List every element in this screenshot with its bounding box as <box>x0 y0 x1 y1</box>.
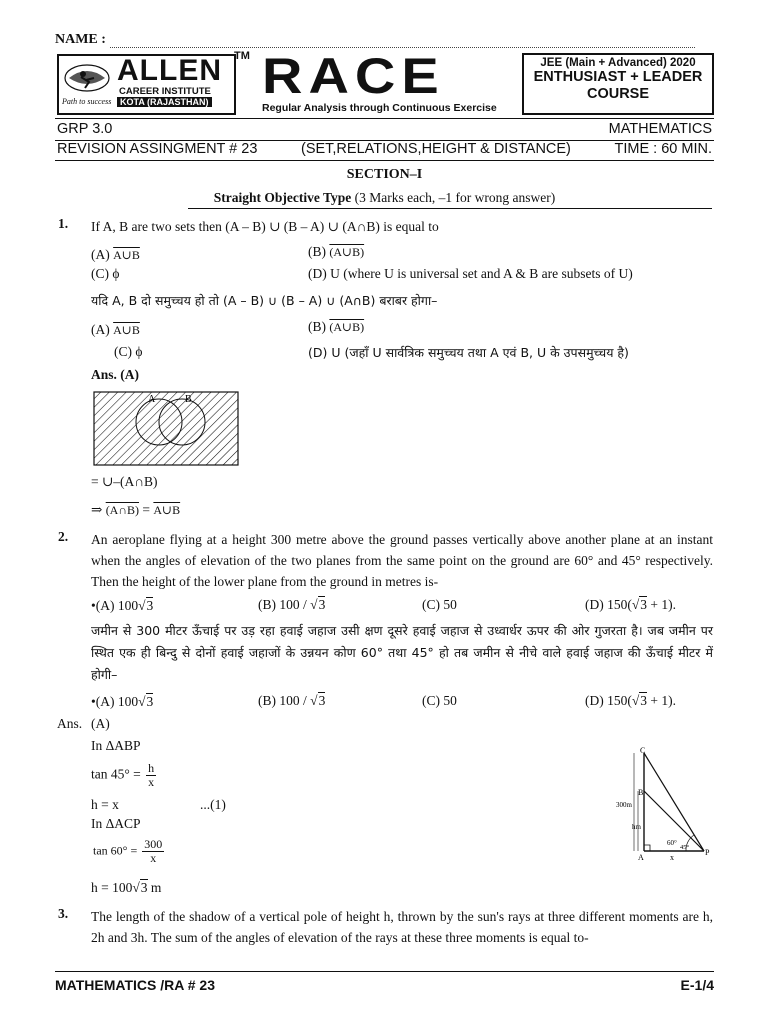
time-label: TIME : 60 MIN. <box>614 141 712 157</box>
q2-answer-value: (A) <box>91 716 110 731</box>
course-batch: ENTHUSIAST + LEADER <box>533 69 703 85</box>
footer-rule <box>55 971 714 972</box>
topic-label: (SET,RELATIONS,HEIGHT & DISTANCE) <box>300 141 571 157</box>
section-title: SECTION–I <box>346 167 423 182</box>
q2-sol-eq1: ...(1) <box>200 797 226 812</box>
course-label: COURSE <box>586 86 650 102</box>
q2-sol-tan60: tan 60° = $\frac{300}{x}$ <box>93 837 163 865</box>
name-field <box>55 32 710 48</box>
q1-option-c[interactable]: (C) ϕ <box>91 266 120 281</box>
q2-option-d[interactable]: (D) 150(√3 + 1). <box>585 597 677 612</box>
fig-label-a: A <box>638 853 644 862</box>
section-type <box>55 190 714 206</box>
q2-option-a[interactable]: •(A) 100√3 <box>91 598 154 613</box>
logo-brand: ALLEN <box>117 54 222 87</box>
venn-diagram <box>93 391 239 466</box>
q2-hindi-option-a[interactable]: •(A) 100√3 <box>91 694 154 709</box>
q1-hindi-option-d[interactable]: (D) U (जहाँ U सार्वत्रिक समुच्चय तथा A एवं B, U के उपसमुच्चय है) <box>308 345 629 360</box>
race-title: RACE <box>262 47 445 104</box>
q1-hindi-text: यदि A, B दो समुच्चय हो तो (A – B) ∪ (B – A) ∪ (A∩B) बराबर होगा– <box>91 293 438 308</box>
q2-sol-tan45: tan 45° = $\frac{h}{x}$ <box>91 761 155 789</box>
q3-number: 3. <box>58 906 69 921</box>
course-exam: JEE (Main + Advanced) 2020 <box>540 57 696 69</box>
venn-universal-set <box>94 392 238 465</box>
q2-sol-abp: In ΔABP <box>91 738 141 753</box>
fig-label-x: x <box>670 853 674 862</box>
allen-logo <box>57 54 236 115</box>
venn-label-a: A <box>148 394 156 405</box>
q1-answer: Ans. (A) <box>91 367 140 382</box>
header-rule-bottom <box>55 160 714 161</box>
section-type-note: (3 Marks each, –1 for wrong answer) <box>351 190 556 205</box>
trademark: TM <box>234 50 250 62</box>
q1-number: 1. <box>58 216 69 231</box>
q2-option-c[interactable]: (C) 50 <box>422 597 457 612</box>
fig-label-c: C <box>640 746 646 755</box>
q1-option-d[interactable]: (D) U (where U is universal set and A & B are subsets of U) <box>308 266 633 281</box>
header-row-2 <box>57 141 712 157</box>
fig-label-45: 45° <box>680 844 690 851</box>
page-footer <box>55 977 714 993</box>
q2-hindi-option-b[interactable]: (B) 100 / √3 <box>258 693 326 708</box>
header-row-1 <box>57 121 712 137</box>
q3-text: The length of the shadow of a vertical pole of height h, thrown by the sun's rays at three different moments are h, 2h and 3h. The sum of the angles of elevation of the rays at these three moments is equal to- <box>91 909 713 945</box>
q2-sol-acp: In ΔACP <box>91 816 141 831</box>
q2-number: 2. <box>58 529 69 544</box>
race-subtitle: Regular Analysis through Continuous Exercise <box>262 102 497 114</box>
q2-option-b[interactable]: (B) 100 / √3 <box>258 597 326 612</box>
fig-label-b: B <box>638 788 644 797</box>
race-logo <box>262 47 514 114</box>
section-type-bold: Straight Objective Type <box>213 190 352 205</box>
header-rule-top <box>55 118 714 119</box>
height-distance-figure <box>610 745 715 863</box>
name-label: NAME : <box>55 32 106 47</box>
q2-sol-result: h = 100√3 m <box>91 880 162 895</box>
q1-step2: ⇒ (A∩B) = A∪B <box>91 502 181 517</box>
q2-hindi-option-c[interactable]: (C) 50 <box>422 693 457 708</box>
logo-city: KOTA (RAJASTHAN) <box>117 97 212 107</box>
venn-label-b: B <box>185 394 192 405</box>
fig-label-p: P <box>705 848 710 857</box>
fig-label-300m: 300m <box>616 801 632 809</box>
assignment-label: REVISION ASSINGMENT # 23 <box>57 141 258 157</box>
name-blank <box>110 35 695 48</box>
q2-hindi-option-d[interactable]: (D) 150(√3 + 1). <box>585 693 677 708</box>
footer-page-number: E-1/4 <box>680 977 714 993</box>
logo-institute: CAREER INSTITUTE <box>119 86 211 97</box>
fig-ray-60 <box>644 753 704 851</box>
q1-option-b[interactable]: (B) (A∪B) <box>308 244 365 259</box>
q2-answer-label: Ans. <box>57 716 83 731</box>
section-rule <box>188 208 712 209</box>
fig-right-angle <box>644 845 650 851</box>
q1-hindi-option-b[interactable]: (B) (A∪B) <box>308 319 365 334</box>
q1-hindi-option-a[interactable]: (A) A∪B <box>91 322 140 337</box>
fig-label-60: 60° <box>667 839 677 847</box>
q2-hindi-text: जमीन से 300 मीटर ऊँचाई पर उड़ रहा हवाई जहाज उसी क्षण दूसरे हवाई जहाज से उध्वार्धर ऊपर की ओर गुजरता है। जब जमीन पर स्थित एक ही बिन्दु से दोनों हवाई जहाजों के उन्नयन कोण 60° तथा 45° हो तब जमीन से नीचे वाले हवाई जहाज की ऊँचाई मीटर में होगी– <box>91 623 713 682</box>
fig-label-hm: hm <box>632 823 641 831</box>
q1-text: If A, B are two sets then (A – B) ∪ (B – A) ∪ (A∩B) is equal to <box>91 219 439 234</box>
footer-left: MATHEMATICS /RA # 23 <box>55 977 215 993</box>
logo-tagline: Path to success <box>62 97 112 106</box>
q2-text: An aeroplane flying at a height 300 metre above the ground passes vertically above another plane at an instant when the angles of elevation of the two planes from the same point on the ground are 60° and 45° respectively. Then the height of the lower plane from the ground in metres is- <box>91 532 713 589</box>
q2-sol-h-eq-x: h = x <box>91 797 119 812</box>
group-label: GRP 3.0 <box>57 121 113 137</box>
q1-hindi-option-c[interactable]: (C) ϕ <box>114 344 143 359</box>
course-box <box>522 53 714 115</box>
subject-label: MATHEMATICS <box>608 121 712 137</box>
q1-step1: = ∪–(A∩B) <box>91 474 158 489</box>
q1-option-a[interactable]: (A) A∪B <box>91 247 140 262</box>
